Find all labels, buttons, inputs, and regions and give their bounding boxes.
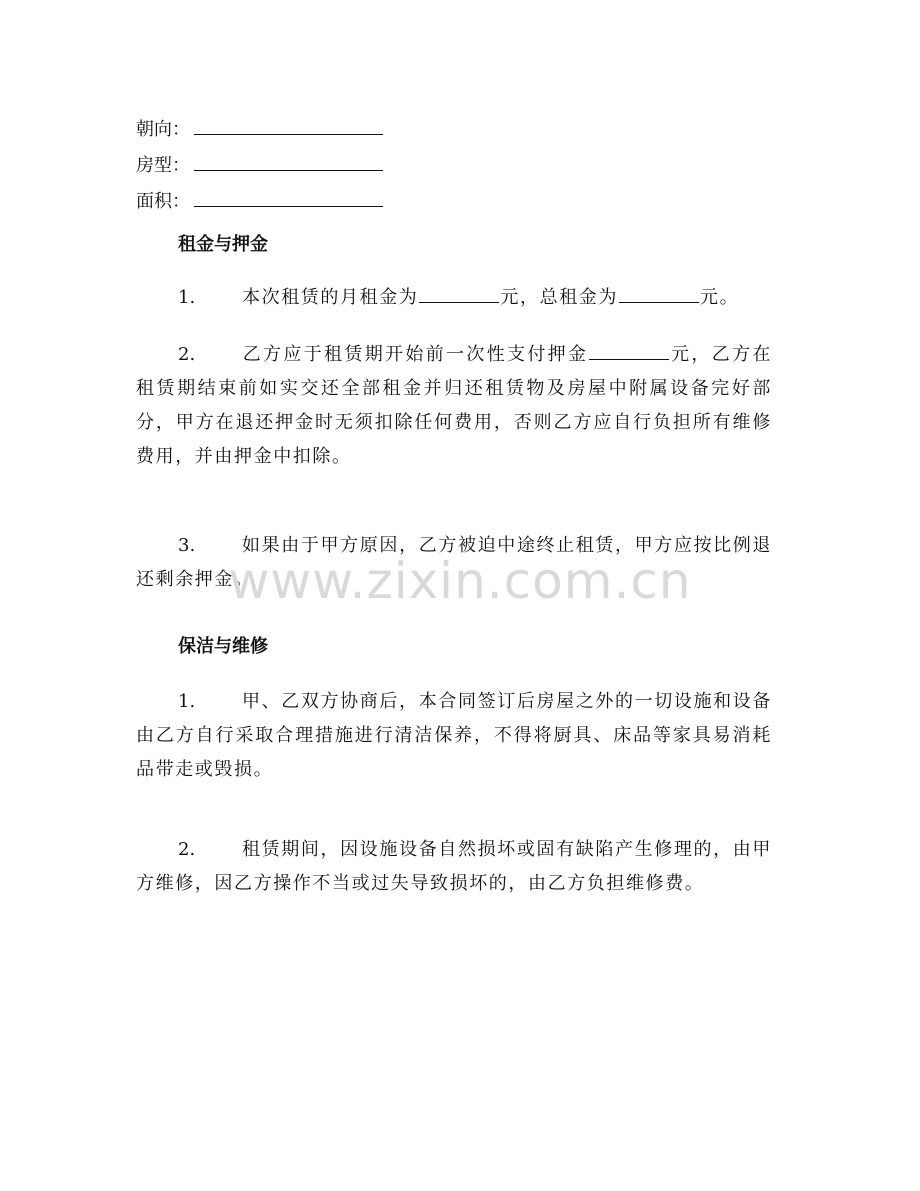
field-area: [136, 188, 383, 212]
clause-rent-1: [136, 281, 772, 315]
field-area-blank: [194, 188, 383, 207]
watermark: www.zixin.com.cn: [228, 552, 692, 610]
clause-text: 元，总租金为: [500, 287, 619, 308]
field-area-label: 面积：: [136, 191, 190, 212]
field-orientation: [136, 116, 383, 140]
blank-deposit: [589, 341, 669, 360]
clause-text: 甲、乙双方协商后，本合同签订后房屋之外的一切设施和设备由乙方自行采取合理措施进行清洁保养，不得将厨具、床品等家具易消耗品带走或毁损。: [136, 691, 772, 780]
clause-rent-3: [136, 529, 772, 597]
clause-text: 如果由于甲方原因，乙方被迫中途终止租赁，甲方应按比例退还剩余押金。: [136, 535, 772, 590]
clause-text: 元。: [700, 287, 740, 308]
field-layout-label: 房型：: [136, 155, 190, 176]
clause-text: 乙方应于租赁期开始前一次性支付押金: [242, 344, 589, 365]
clause-text: 元，乙方在租赁期结束前如实交还全部租金并归还租赁物及房屋中附属设备完好部分，甲方在退还押金时无须扣除任何费用，否则乙方应自行负担所有维修费用，并由押金中扣除。: [136, 344, 772, 467]
field-layout: [136, 152, 383, 176]
clause-number: 2.: [178, 839, 196, 860]
clause-number: 2.: [178, 344, 196, 365]
clause-number: 1.: [178, 287, 196, 308]
blank-monthly-rent: [419, 284, 499, 303]
clause-number: 3.: [178, 535, 196, 556]
field-layout-blank: [194, 152, 383, 171]
clause-rent-2: [136, 338, 772, 474]
section-heading-rent-deposit: 租金与押金: [178, 234, 268, 255]
field-orientation-label: 朝向：: [136, 119, 190, 140]
clause-text: 本次租赁的月租金为: [242, 287, 419, 308]
clause-number: 1.: [178, 691, 196, 712]
clause-text: 租赁期间，因设施设备自然损坏或固有缺陷产生修理的，由甲方维修，因乙方操作不当或过失导致损坏的，由乙方负担维修费。: [136, 839, 772, 894]
section-heading-cleaning-repair: 保洁与维修: [178, 636, 268, 657]
blank-total-rent: [619, 284, 699, 303]
clause-cleaning-1: [136, 685, 772, 787]
clause-cleaning-2: [136, 833, 772, 901]
field-orientation-blank: [194, 116, 383, 135]
